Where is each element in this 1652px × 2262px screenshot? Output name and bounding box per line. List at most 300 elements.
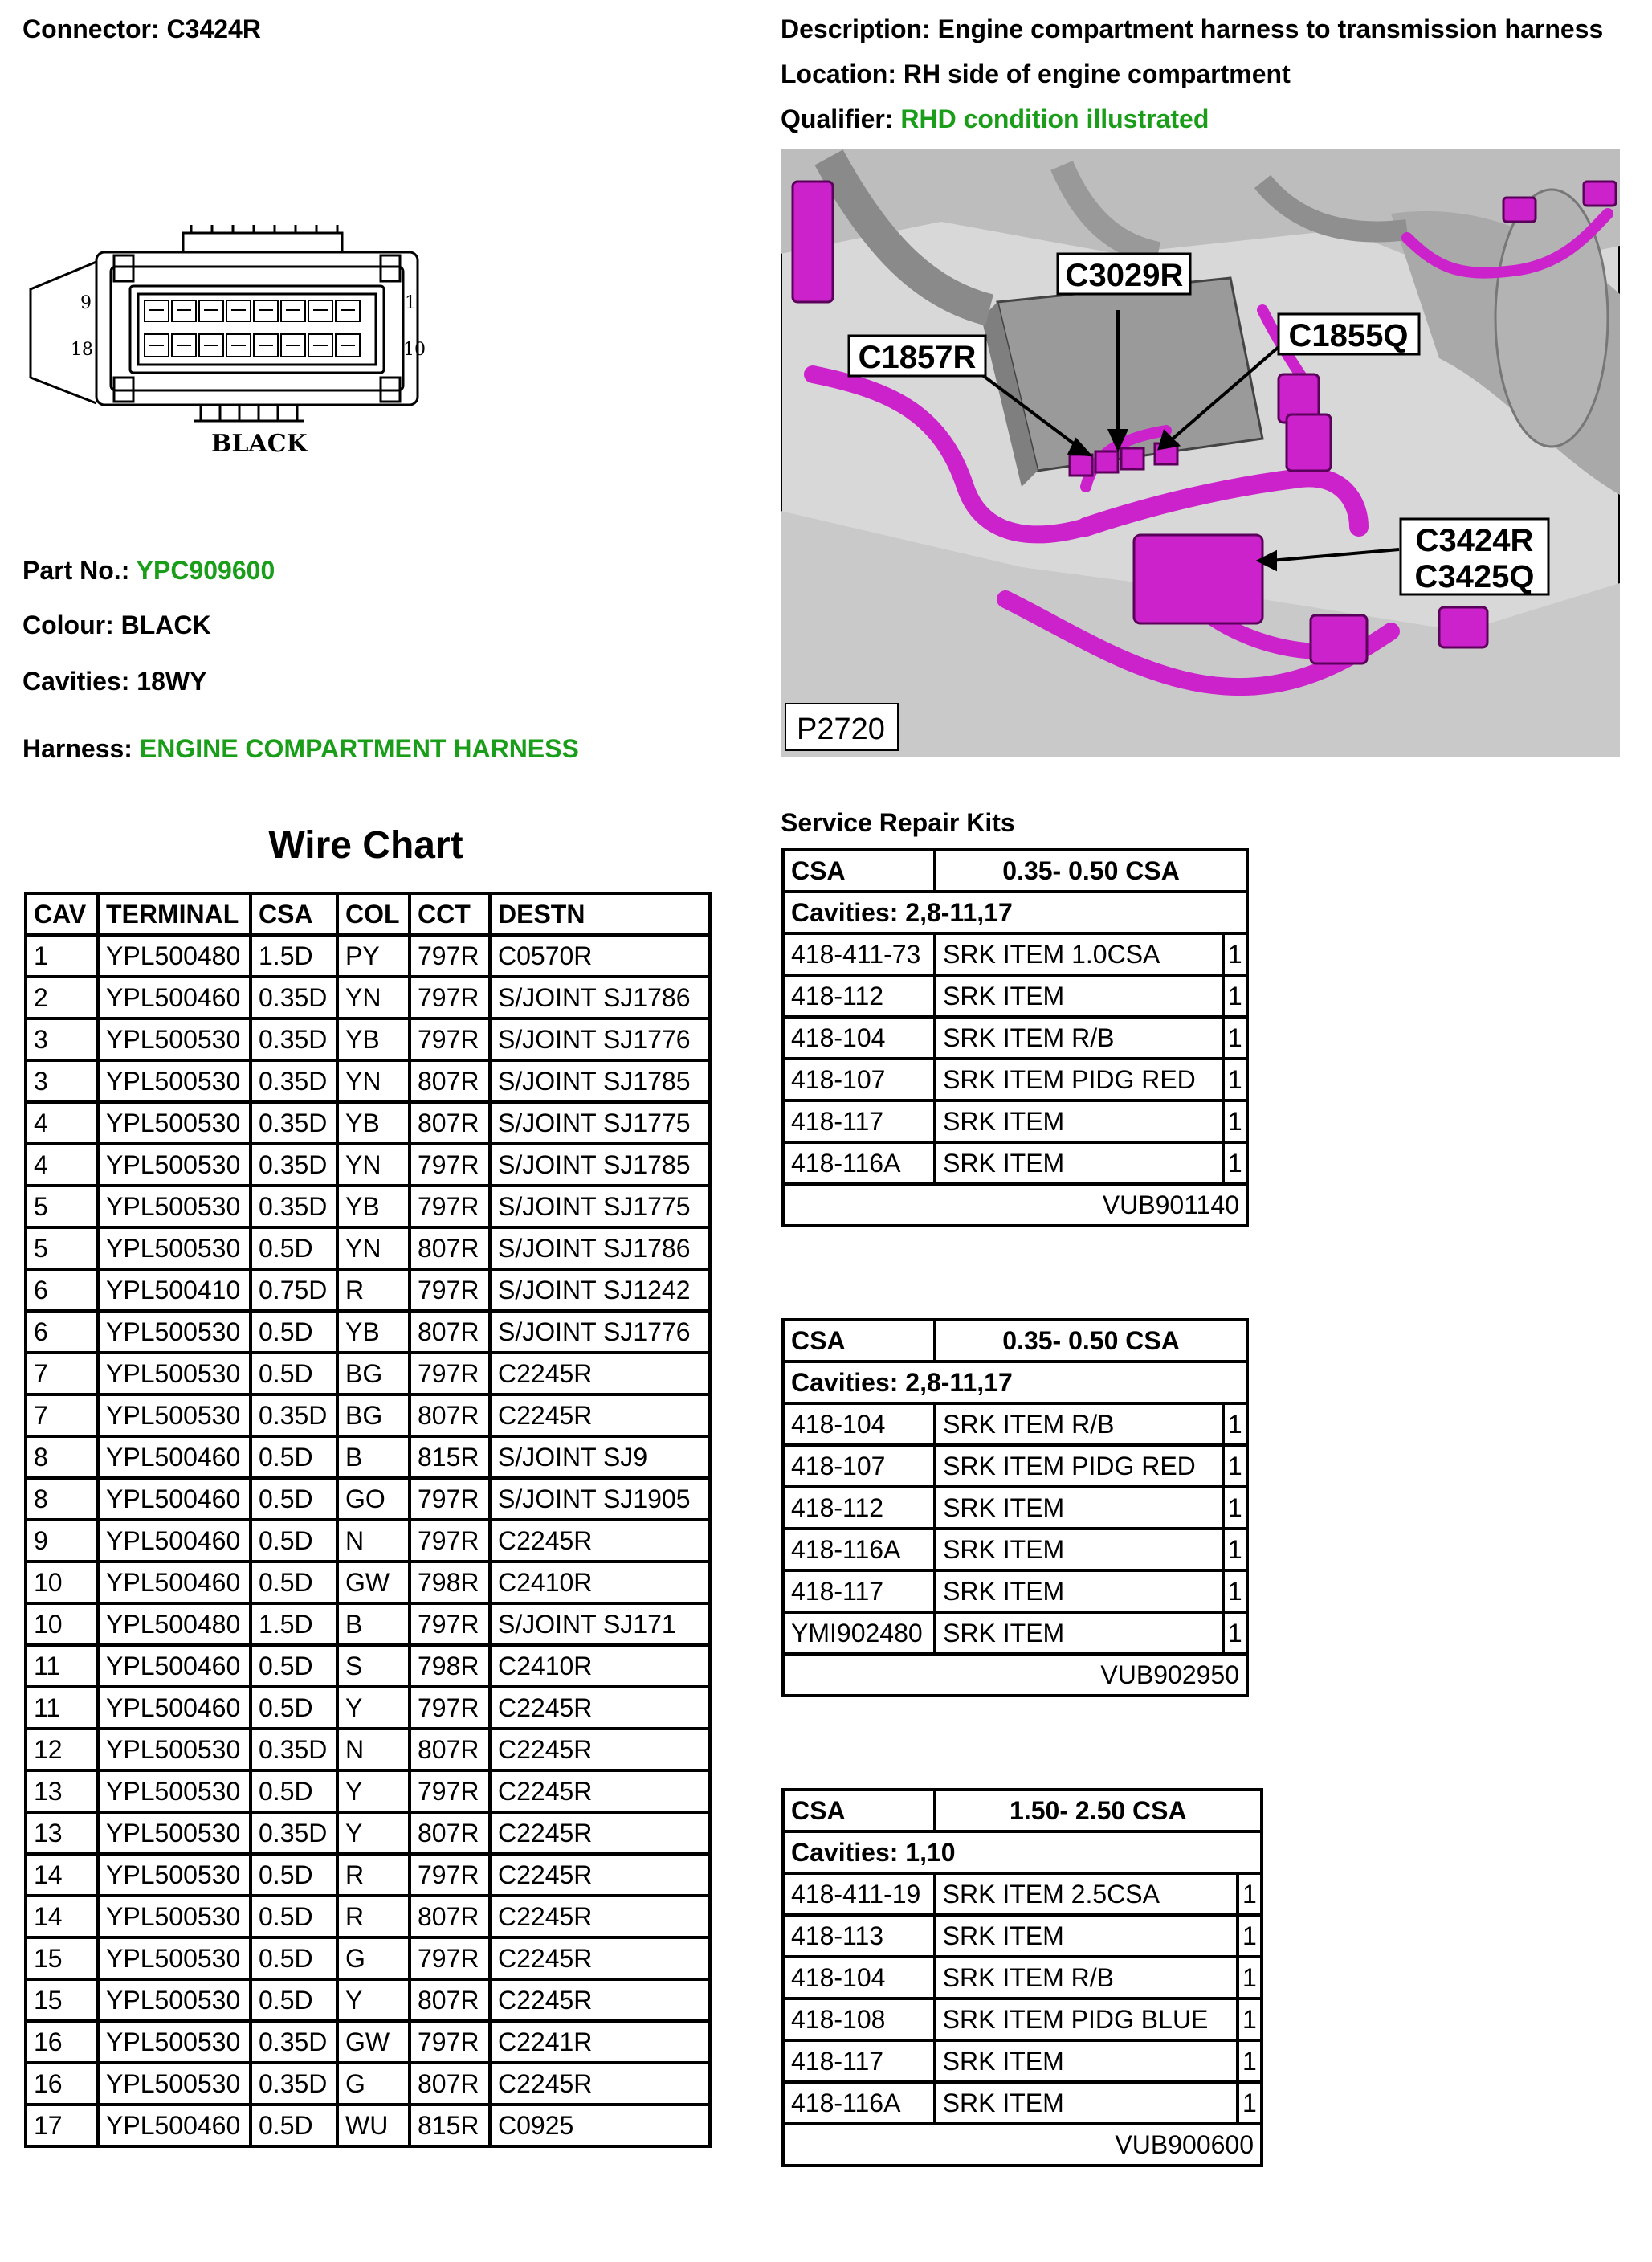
kit-item-description: SRK ITEM R/B — [935, 1403, 1223, 1445]
table-row — [26, 1060, 710, 1102]
wire-cell-col: N — [337, 1520, 410, 1562]
kit-part-number: 418-116A — [783, 1529, 935, 1570]
wire-cell-col: R — [337, 1854, 410, 1896]
qualifier-value: RHD condition illustrated — [900, 104, 1209, 133]
wire-cell-csa: 0.5D — [251, 1562, 337, 1603]
kit-item-quantity: 1 — [1223, 975, 1247, 1017]
connector-face-drawing — [22, 225, 440, 466]
part-number-value: YPC909600 — [136, 556, 275, 585]
wire-cell-col: GO — [337, 1478, 410, 1520]
table-row — [26, 1562, 710, 1603]
wire-cell-cct: 797R — [410, 1520, 490, 1562]
wire-cell-terminal: YPL500460 — [98, 1478, 251, 1520]
wire-cell-terminal: YPL500530 — [98, 1186, 251, 1227]
kit-part-number: 418-117 — [783, 2040, 935, 2082]
wire-cell-cct: 797R — [410, 1186, 490, 1227]
wire-cell-destn: S/JOINT SJ9 — [490, 1436, 710, 1478]
list-item — [783, 1100, 1247, 1142]
harness — [22, 734, 579, 764]
wire-cell-destn: C2245R — [490, 1896, 710, 1937]
qualifier-label: Qualifier: — [781, 104, 894, 133]
description — [781, 14, 1603, 44]
wire-cell-cct: 797R — [410, 1478, 490, 1520]
kit-item-description: SRK ITEM — [935, 2040, 1238, 2082]
table-row — [26, 1394, 710, 1436]
kit-part-number: 418-117 — [783, 1100, 935, 1142]
wire-cell-terminal: YPL500530 — [98, 1854, 251, 1896]
wire-cell-terminal: YPL500460 — [98, 1436, 251, 1478]
table-row — [26, 1144, 710, 1186]
wire-cell-cav: 7 — [26, 1353, 98, 1394]
wire-cell-cav: 15 — [26, 1979, 98, 2021]
wire-cell-destn: S/JOINT SJ1905 — [490, 1478, 710, 1520]
cavities-value: 18WY — [137, 667, 207, 696]
kit-csa-range: 0.35- 0.50 CSA — [935, 850, 1247, 892]
wire-cell-col: PY — [337, 935, 410, 977]
wire-cell-csa: 0.5D — [251, 1687, 337, 1729]
wire-cell-terminal: YPL500530 — [98, 1896, 251, 1937]
table-row — [26, 935, 710, 977]
wire-cell-cav: 16 — [26, 2063, 98, 2105]
wire-cell-cct: 807R — [410, 1979, 490, 2021]
kit-item-quantity: 1 — [1223, 1142, 1247, 1184]
table-row — [26, 1896, 710, 1937]
location-photo — [781, 149, 1620, 757]
wire-cell-terminal: YPL500480 — [98, 935, 251, 977]
wire-chart-header-cct: CCT — [410, 893, 490, 935]
kit-code-row — [783, 2124, 1262, 2166]
wire-cell-cct: 807R — [410, 2063, 490, 2105]
label-c1855q: C1855Q — [1288, 318, 1409, 353]
wire-chart-title: Wire Chart — [268, 824, 463, 867]
wire-cell-csa: 0.35D — [251, 2021, 337, 2063]
pin-label-10: 10 — [403, 340, 426, 360]
kit-part-number: 418-107 — [783, 1445, 935, 1487]
wire-cell-cct: 797R — [410, 1144, 490, 1186]
wire-cell-cav: 11 — [26, 1687, 98, 1729]
wire-cell-cav: 7 — [26, 1394, 98, 1436]
location — [781, 59, 1291, 89]
table-row — [26, 1812, 710, 1854]
list-item — [783, 1487, 1247, 1529]
wire-chart-header-terminal: TERMINAL — [98, 893, 251, 935]
label-c3424r: C3424R — [1415, 523, 1534, 558]
kit-code-row — [783, 1184, 1247, 1226]
wire-cell-csa: 0.5D — [251, 1854, 337, 1896]
list-item — [783, 1017, 1247, 1059]
kit-header-row — [783, 850, 1247, 892]
kit-item-description: SRK ITEM — [935, 1612, 1223, 1654]
kit-part-number: 418-107 — [783, 1059, 935, 1100]
table-row — [26, 1227, 710, 1269]
table-row — [26, 1854, 710, 1896]
kit-csa-label: CSA — [783, 1320, 935, 1362]
kit-part-number: 418-112 — [783, 975, 935, 1017]
wire-cell-cct: 798R — [410, 1645, 490, 1687]
table-row — [26, 2021, 710, 2063]
wire-cell-col: Y — [337, 1979, 410, 2021]
wire-chart-header-csa: CSA — [251, 893, 337, 935]
wire-cell-csa: 0.75D — [251, 1269, 337, 1311]
wire-cell-destn: S/JOINT SJ1242 — [490, 1269, 710, 1311]
kit-item-description: SRK ITEM 1.0CSA — [935, 933, 1223, 975]
wire-cell-col: R — [337, 1896, 410, 1937]
kit-item-description: SRK ITEM — [935, 1570, 1223, 1612]
wire-cell-destn: C2245R — [490, 1687, 710, 1729]
kit-item-description: SRK ITEM — [935, 2082, 1238, 2124]
wire-cell-cct: 815R — [410, 2105, 490, 2146]
kit-part-number: 418-113 — [783, 1915, 935, 1957]
wire-cell-terminal: YPL500530 — [98, 1812, 251, 1854]
wire-cell-cct: 815R — [410, 1436, 490, 1478]
wire-cell-cav: 5 — [26, 1227, 98, 1269]
wire-cell-csa: 0.5D — [251, 1645, 337, 1687]
wire-cell-terminal: YPL500530 — [98, 2063, 251, 2105]
wire-cell-cct: 797R — [410, 1603, 490, 1645]
wire-cell-csa: 0.35D — [251, 1729, 337, 1770]
wire-cell-col: Y — [337, 1687, 410, 1729]
table-row — [26, 1979, 710, 2021]
list-item — [783, 1612, 1247, 1654]
kit-csa-label: CSA — [783, 850, 935, 892]
kit-item-quantity: 1 — [1238, 1915, 1262, 1957]
list-item — [783, 933, 1247, 975]
wire-cell-col: S — [337, 1645, 410, 1687]
wire-cell-terminal: YPL500530 — [98, 1144, 251, 1186]
wire-cell-terminal: YPL500460 — [98, 1645, 251, 1687]
wire-cell-destn: C2245R — [490, 2063, 710, 2105]
wire-cell-col: BG — [337, 1353, 410, 1394]
kit-item-quantity: 1 — [1223, 1612, 1247, 1654]
wire-cell-col: YB — [337, 1019, 410, 1060]
wire-cell-cct: 807R — [410, 1812, 490, 1854]
cavities-label: Cavities: — [22, 667, 130, 696]
list-item — [783, 1570, 1247, 1612]
repair-kit-table — [781, 1788, 1263, 2167]
kit-item-quantity: 1 — [1223, 1403, 1247, 1445]
wire-cell-destn: C2245R — [490, 1729, 710, 1770]
label-c3425q: C3425Q — [1414, 559, 1535, 594]
part-number-label: Part No.: — [22, 556, 130, 585]
wire-cell-col: G — [337, 1937, 410, 1979]
table-row — [26, 1019, 710, 1060]
kit-code: VUB902950 — [783, 1654, 1247, 1696]
wire-cell-terminal: YPL500530 — [98, 2021, 251, 2063]
wire-chart-header-col: COL — [337, 893, 410, 935]
wire-cell-destn: C0925 — [490, 2105, 710, 2146]
wire-cell-csa: 0.5D — [251, 1937, 337, 1979]
wire-cell-csa: 1.5D — [251, 1603, 337, 1645]
wire-cell-col: N — [337, 1729, 410, 1770]
list-item — [783, 1529, 1247, 1570]
kit-code: VUB900600 — [783, 2124, 1262, 2166]
wire-cell-destn: S/JOINT SJ1775 — [490, 1186, 710, 1227]
wire-cell-csa: 0.5D — [251, 1478, 337, 1520]
wire-cell-destn: C2245R — [490, 1937, 710, 1979]
kit-csa-range: 0.35- 0.50 CSA — [935, 1320, 1247, 1362]
kit-item-quantity: 1 — [1223, 1529, 1247, 1570]
repair-kit-table — [781, 848, 1249, 1227]
wire-cell-cav: 14 — [26, 1854, 98, 1896]
wire-cell-cct: 807R — [410, 1227, 490, 1269]
kit-item-quantity: 1 — [1238, 2040, 1262, 2082]
connector-id — [22, 14, 261, 44]
wire-cell-terminal: YPL500530 — [98, 1311, 251, 1353]
wire-cell-cav: 16 — [26, 2021, 98, 2063]
cavities — [22, 667, 206, 696]
wire-cell-destn: S/JOINT SJ1776 — [490, 1019, 710, 1060]
wire-cell-csa: 0.35D — [251, 1812, 337, 1854]
table-row — [26, 1729, 710, 1770]
kit-item-description: SRK ITEM PIDG RED — [935, 1059, 1223, 1100]
wire-cell-cct: 797R — [410, 1019, 490, 1060]
wire-cell-destn: S/JOINT SJ1776 — [490, 1311, 710, 1353]
kit-part-number: YMI902480 — [783, 1612, 935, 1654]
wire-cell-destn: C2241R — [490, 2021, 710, 2063]
list-item — [783, 1873, 1262, 1915]
wire-cell-cav: 10 — [26, 1562, 98, 1603]
table-row — [26, 1186, 710, 1227]
kit-code-row — [783, 1654, 1247, 1696]
wire-cell-terminal: YPL500410 — [98, 1269, 251, 1311]
wire-cell-col: B — [337, 1436, 410, 1478]
table-row — [26, 1269, 710, 1311]
harness-value: ENGINE COMPARTMENT HARNESS — [139, 734, 579, 763]
list-item — [783, 1403, 1247, 1445]
kit-part-number: 418-104 — [783, 1017, 935, 1059]
wire-cell-destn: C2245R — [490, 1812, 710, 1854]
wire-cell-terminal: YPL500530 — [98, 1227, 251, 1269]
wire-cell-cav: 4 — [26, 1144, 98, 1186]
kit-csa-label: CSA — [783, 1790, 935, 1831]
kit-item-description: SRK ITEM PIDG BLUE — [935, 1999, 1238, 2040]
wire-cell-col: YN — [337, 1060, 410, 1102]
wire-cell-terminal: YPL500530 — [98, 1394, 251, 1436]
kit-item-quantity: 1 — [1223, 1017, 1247, 1059]
kit-item-quantity: 1 — [1223, 1570, 1247, 1612]
kit-item-description: SRK ITEM — [935, 975, 1223, 1017]
wire-chart-table — [24, 892, 712, 2148]
location-label: Location: — [781, 59, 896, 88]
wire-cell-cct: 797R — [410, 935, 490, 977]
colour-label: Colour: — [22, 610, 114, 639]
kit-item-description: SRK ITEM — [935, 1487, 1223, 1529]
list-item — [783, 1957, 1262, 1999]
wire-cell-cct: 807R — [410, 1394, 490, 1436]
wire-cell-col: GW — [337, 2021, 410, 2063]
wire-cell-cav: 6 — [26, 1269, 98, 1311]
wire-cell-terminal: YPL500530 — [98, 1937, 251, 1979]
wire-cell-terminal: YPL500530 — [98, 1102, 251, 1144]
location-value: RH side of engine compartment — [903, 59, 1291, 88]
kit-item-quantity: 1 — [1223, 1059, 1247, 1100]
wire-cell-cct: 797R — [410, 1937, 490, 1979]
wire-cell-terminal: YPL500460 — [98, 1687, 251, 1729]
wire-cell-destn: C2245R — [490, 1394, 710, 1436]
wire-cell-cav: 4 — [26, 1102, 98, 1144]
wire-cell-csa: 0.35D — [251, 1102, 337, 1144]
service-repair-kits-title: Service Repair Kits — [781, 808, 1015, 837]
kit-part-number: 418-117 — [783, 1570, 935, 1612]
label-c3029r: C3029R — [1065, 258, 1184, 293]
wire-cell-cct: 797R — [410, 2021, 490, 2063]
wire-cell-destn: C2410R — [490, 1562, 710, 1603]
pin-label-1: 1 — [405, 293, 416, 313]
kit-part-number: 418-112 — [783, 1487, 935, 1529]
wire-cell-cav: 8 — [26, 1478, 98, 1520]
wire-cell-cav: 15 — [26, 1937, 98, 1979]
wire-cell-cav: 9 — [26, 1520, 98, 1562]
wire-cell-csa: 0.35D — [251, 1144, 337, 1186]
table-row — [26, 1102, 710, 1144]
wire-cell-cav: 11 — [26, 1645, 98, 1687]
connector-label: Connector: — [22, 14, 160, 43]
figure-id: P2720 — [797, 712, 885, 746]
kit-cavities: Cavities: 2,8-11,17 — [783, 1362, 1247, 1403]
kit-item-quantity: 1 — [1238, 2082, 1262, 2124]
wire-chart-header-cav: CAV — [26, 893, 98, 935]
kit-item-quantity: 1 — [1238, 1957, 1262, 1999]
kit-cavities-row — [783, 1831, 1262, 1873]
wire-cell-csa: 0.5D — [251, 1520, 337, 1562]
kit-item-description: SRK ITEM 2.5CSA — [935, 1873, 1238, 1915]
wire-cell-cav: 5 — [26, 1186, 98, 1227]
wire-cell-terminal: YPL500460 — [98, 1520, 251, 1562]
wire-chart-header-row — [26, 893, 710, 935]
wire-cell-col: YB — [337, 1102, 410, 1144]
kit-header-row — [783, 1790, 1262, 1831]
repair-kit-table — [781, 1318, 1249, 1697]
table-row — [26, 1687, 710, 1729]
table-row — [26, 1645, 710, 1687]
wire-cell-cct: 807R — [410, 1896, 490, 1937]
description-value: Engine compartment harness to transmission harness — [937, 14, 1604, 43]
wire-cell-csa: 0.35D — [251, 1186, 337, 1227]
kit-part-number: 418-116A — [783, 2082, 935, 2124]
wire-cell-csa: 0.5D — [251, 1979, 337, 2021]
wire-cell-col: B — [337, 1603, 410, 1645]
wire-cell-destn: C2245R — [490, 1854, 710, 1896]
wire-cell-cct: 807R — [410, 1729, 490, 1770]
wire-cell-cct: 797R — [410, 1353, 490, 1394]
wire-cell-col: R — [337, 1269, 410, 1311]
table-row — [26, 1603, 710, 1645]
table-row — [26, 1520, 710, 1562]
kit-item-description: SRK ITEM PIDG RED — [935, 1445, 1223, 1487]
wire-cell-cav: 17 — [26, 2105, 98, 2146]
colour — [22, 610, 211, 640]
kit-item-description: SRK ITEM R/B — [935, 1957, 1238, 1999]
list-item — [783, 2040, 1262, 2082]
kit-item-quantity: 1 — [1223, 1487, 1247, 1529]
wire-cell-csa: 0.5D — [251, 2105, 337, 2146]
wire-cell-cav: 13 — [26, 1770, 98, 1812]
wire-cell-destn: S/JOINT SJ1785 — [490, 1144, 710, 1186]
kit-item-quantity: 1 — [1223, 933, 1247, 975]
wire-cell-cct: 797R — [410, 1687, 490, 1729]
part-number — [22, 556, 275, 586]
kit-cavities-row — [783, 1362, 1247, 1403]
kit-part-number: 418-104 — [783, 1957, 935, 1999]
wire-cell-cct: 807R — [410, 1102, 490, 1144]
wire-cell-cav: 3 — [26, 1060, 98, 1102]
kit-item-quantity: 1 — [1223, 1445, 1247, 1487]
wire-cell-col: YN — [337, 1227, 410, 1269]
table-row — [26, 2063, 710, 2105]
wire-cell-cct: 797R — [410, 1854, 490, 1896]
kit-item-description: SRK ITEM — [935, 1142, 1223, 1184]
wire-cell-terminal: YPL500460 — [98, 1562, 251, 1603]
wire-cell-cav: 10 — [26, 1603, 98, 1645]
kit-csa-range: 1.50- 2.50 CSA — [935, 1790, 1262, 1831]
kit-part-number: 418-411-73 — [783, 933, 935, 975]
kit-cavities: Cavities: 1,10 — [783, 1831, 1262, 1873]
wire-cell-csa: 0.5D — [251, 1311, 337, 1353]
wire-cell-terminal: YPL500460 — [98, 977, 251, 1019]
list-item — [783, 1915, 1262, 1957]
list-item — [783, 1999, 1262, 2040]
wire-cell-terminal: YPL500530 — [98, 1979, 251, 2021]
table-row — [26, 1353, 710, 1394]
kit-part-number: 418-108 — [783, 1999, 935, 2040]
wire-cell-destn: C2245R — [490, 1353, 710, 1394]
wire-cell-terminal: YPL500460 — [98, 2105, 251, 2146]
table-row — [26, 977, 710, 1019]
list-item — [783, 1445, 1247, 1487]
wire-cell-csa: 0.35D — [251, 977, 337, 1019]
table-row — [26, 2105, 710, 2146]
harness-label: Harness: — [22, 734, 133, 763]
colour-caption: BLACK — [211, 430, 308, 458]
wire-cell-cct: 797R — [410, 1770, 490, 1812]
wire-cell-cav: 8 — [26, 1436, 98, 1478]
wire-cell-destn: S/JOINT SJ1786 — [490, 1227, 710, 1269]
wire-cell-destn: S/JOINT SJ171 — [490, 1603, 710, 1645]
wire-cell-destn: C2245R — [490, 1770, 710, 1812]
wire-cell-col: YB — [337, 1186, 410, 1227]
kit-item-description: SRK ITEM — [935, 1529, 1223, 1570]
kit-part-number: 418-411-19 — [783, 1873, 935, 1915]
wire-cell-cct: 807R — [410, 1311, 490, 1353]
wire-cell-cav: 6 — [26, 1311, 98, 1353]
wire-cell-cct: 807R — [410, 1060, 490, 1102]
description-label: Description: — [781, 14, 931, 43]
kit-code: VUB901140 — [783, 1184, 1247, 1226]
wire-cell-terminal: YPL500530 — [98, 1060, 251, 1102]
wire-cell-destn: S/JOINT SJ1786 — [490, 977, 710, 1019]
wire-cell-csa: 0.35D — [251, 1394, 337, 1436]
table-row — [26, 1937, 710, 1979]
colour-value: BLACK — [120, 610, 211, 639]
kit-cavities: Cavities: 2,8-11,17 — [783, 892, 1247, 933]
kit-item-quantity: 1 — [1223, 1100, 1247, 1142]
wire-cell-cav: 13 — [26, 1812, 98, 1854]
wire-cell-terminal: YPL500480 — [98, 1603, 251, 1645]
wire-cell-cct: 797R — [410, 977, 490, 1019]
wire-cell-col: BG — [337, 1394, 410, 1436]
kit-header-row — [783, 1320, 1247, 1362]
wire-cell-csa: 0.35D — [251, 1060, 337, 1102]
table-row — [26, 1478, 710, 1520]
table-row — [26, 1311, 710, 1353]
wire-cell-col: YN — [337, 977, 410, 1019]
wire-cell-destn: C2245R — [490, 1979, 710, 2021]
wire-cell-csa: 0.35D — [251, 2063, 337, 2105]
wire-cell-cav: 3 — [26, 1019, 98, 1060]
list-item — [783, 1059, 1247, 1100]
list-item — [783, 2082, 1262, 2124]
wire-cell-csa: 0.5D — [251, 1770, 337, 1812]
